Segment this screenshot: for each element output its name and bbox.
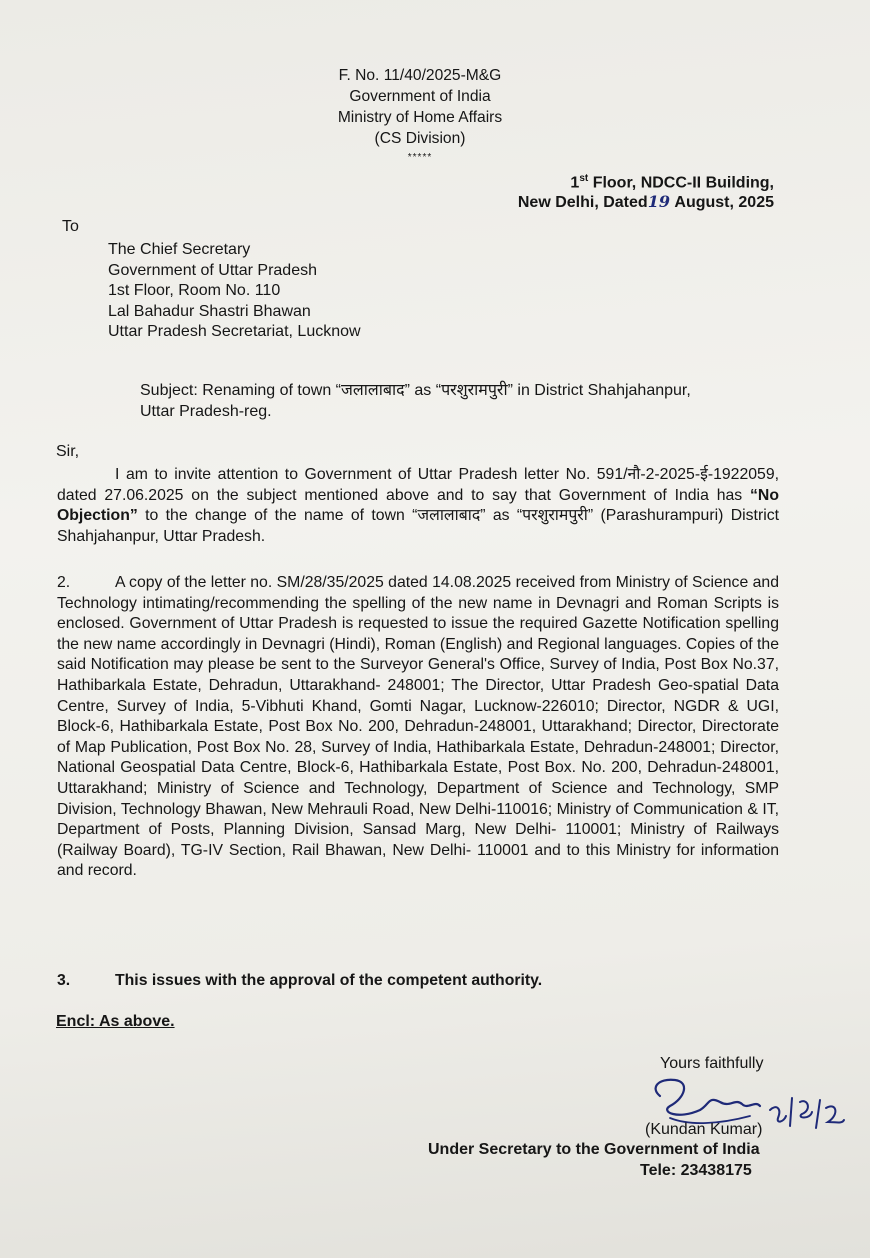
- floor-superscript: st: [579, 173, 589, 184]
- subject-line-2: Uttar Pradesh-reg.: [140, 403, 272, 420]
- date-prefix: New Delhi, Dated: [517, 194, 648, 211]
- signatory-telephone: Tele: 23438175: [640, 1162, 752, 1179]
- file-number: F. No. 11/40/2025-M&G: [338, 67, 502, 84]
- letter-date: [518, 191, 774, 214]
- recipient-line: The Chief Secretary: [108, 241, 251, 258]
- paragraph-2-number: 2.: [57, 574, 71, 591]
- floor-text: Floor, NDCC-II Building,: [592, 174, 774, 192]
- date-rest: August, 2025: [674, 194, 774, 211]
- enclosure-note: Encl: As above.: [56, 1013, 175, 1030]
- salutation: Sir,: [56, 443, 80, 460]
- subject-block: [140, 380, 800, 422]
- paragraph-3-text: This issues with the approval of the competent authority.: [115, 972, 543, 989]
- signatory-name: (Kundan Kumar): [645, 1121, 763, 1138]
- recipient-line: Lal Bahadur Shastri Bhawan: [108, 302, 311, 320]
- paragraph-3: [57, 971, 779, 992]
- signatory-designation: Under Secretary to the Government of India: [428, 1141, 760, 1158]
- paragraph-2-text: A copy of the letter no. SM/28/35/2025 dated 14.08.2025 received from Ministry of Science and Technology intimating/recommending the spelling of the new name in Devnagri and Roman Scripts is enclosed. Government of Uttar Pradesh is requested to issue the required Gazette Notification spelling the new name accordingly in Devnagri (Hindi), Roman (English) and Regional languages. Copies of the said Notification may please be sent to the Surveyor General's Office, Survey of India, Post Box No.37, Hathibarkala Estate, Dehradun, Uttarakhand- 248001; The Director, Uttar Pradesh Geo-spatial Data Centre, Survey of India, 5-Vibhuti Khand, Gomti Nagar, Lucknow-226010; Director, NGDR & UGI, Block-6, Hathibarkala Estate, Post Box No. 200, Dehradun-248001, Uttarakhand; Director, Directorate of Map Publication, Post Box No. 28, Survey of India, Hathibarkala Estate, Dehradun-248001; Director, National Geospatial Data Centre, Block-6, Hathibarkala Estate, Post Box. No. 200, Dehradun-248001, Uttarakhand; Ministry of Science and Technology, Department of Science and Technology, SMP Division, Technology Bhawan, New Mehrauli Road, New Delhi-110016; Ministry of Communication & IT, Department of Posts, Planning Division, Sansad Marg, New Delhi- 110001; Ministry of Railways (Railway Board), TG-IV Section, Rail Bhawan, New Delhi- 110001 and to this Ministry for information and record.: [57, 574, 779, 880]
- recipient-address: [108, 240, 361, 343]
- closing: Yours faithfully: [660, 1055, 764, 1072]
- division-name: (CS Division): [374, 130, 466, 147]
- handwritten-date-day: 19: [647, 192, 670, 211]
- government-name: Government of India: [349, 88, 491, 105]
- paragraph-1-part-2: to the change of the name of town “जलालाबाद” as “परशुरामपुरी” (Parashurampuri) District Shahjahanpur, Uttar Pradesh.: [57, 507, 779, 545]
- sender-floor: 1st Floor, NDCC-II Building,: [570, 173, 774, 192]
- paragraph-1-part-1: I am to invite attention to Government of Uttar Pradesh letter No. 591/नौ-2-2025-ई-1922059, dated 27.06.2025 on the subject mentioned above and to say that Government of India has: [57, 466, 779, 504]
- subject-line-1: Subject: Renaming of town “जलालाबाद” as “परशुरामपुरी” in District Shahjahanpur,: [140, 382, 691, 399]
- header-separator: *****: [407, 152, 433, 163]
- recipient-line: Government of Uttar Pradesh: [108, 261, 317, 279]
- recipient-line: 1st Floor, Room No. 110: [108, 282, 281, 299]
- paragraph-2: [57, 573, 779, 882]
- paragraph-3-number: 3.: [57, 972, 71, 989]
- to-label: To: [62, 218, 79, 235]
- no-objection-emphasis: “No Objection”: [57, 486, 779, 525]
- ministry-name: Ministry of Home Affairs: [337, 109, 503, 126]
- recipient-line: Uttar Pradesh Secretariat, Lucknow: [108, 323, 361, 340]
- paragraph-1: [57, 465, 779, 547]
